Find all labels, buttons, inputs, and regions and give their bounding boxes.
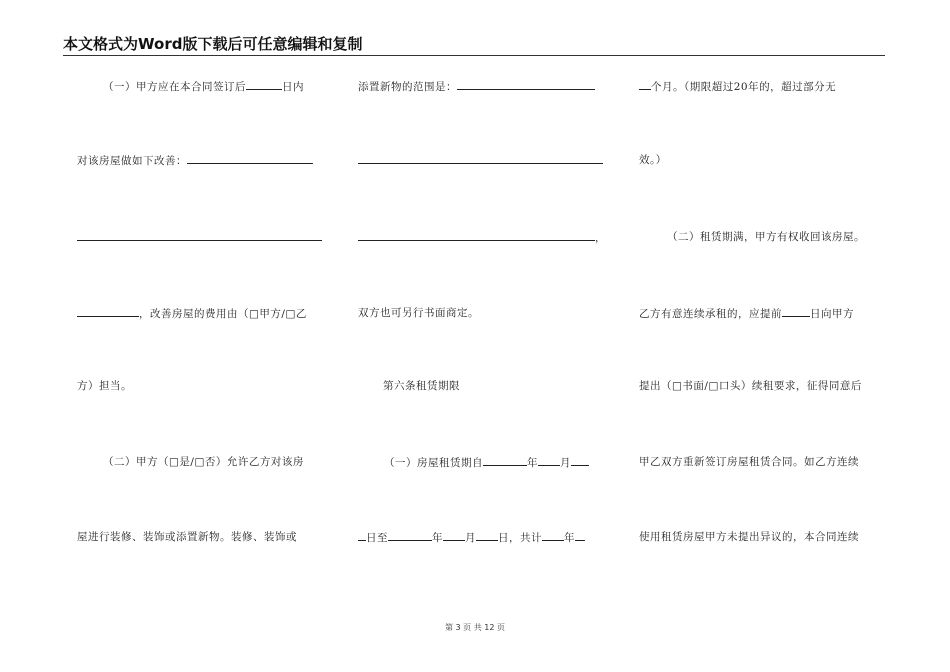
text-line: 甲乙双方重新签订房屋租赁合同。如乙方连续 <box>639 456 859 468</box>
blank-line <box>77 230 322 245</box>
text-line: 添置新物的范围是： <box>358 79 595 94</box>
text-line: （一）房屋租赁期自 年 月 <box>384 455 589 470</box>
text-line: 使用租赁房屋甲方未提出异议的，本合同连续 <box>639 531 859 543</box>
document-header: 本文格式为Word版下载后可任意编辑和复制 <box>63 36 885 56</box>
text-line: 提出（□书面/□口头）续租要求，征得同意后 <box>639 380 862 392</box>
text-line: 双方也可另行书面商定。 <box>358 307 479 319</box>
page-number: 第 3 页 共 12 页 <box>445 623 505 632</box>
text-line: ， <box>358 230 606 245</box>
text-line: （二）甲方（□是/□否）允许乙方对该房 <box>103 456 304 468</box>
text-line: 方）担当。 <box>77 380 132 392</box>
section-heading: 第六条租赁期限 <box>383 380 460 392</box>
text-line: ，改善房屋的费用由（□甲方/□乙 <box>77 306 307 321</box>
text-line: 效。） <box>639 154 667 166</box>
text-line: （二）租赁期满，甲方有权收回该房屋。 <box>667 231 865 243</box>
text-line: （一）甲方应在本合同签订后 日内 <box>103 81 304 93</box>
text-line: 屋进行装修、装饰或添置新物。装修、装饰或 <box>77 531 297 543</box>
text-line: 个月。（期限超过20年的，超过部分无 <box>639 79 836 94</box>
text-line: 对该房屋做如下改善： <box>77 153 313 168</box>
text-line: 乙方有意连续承租的，应提前 日向甲方 <box>639 308 854 320</box>
text-line: 日至 年 月 日，共计 年 <box>358 530 585 545</box>
blank-line <box>358 153 603 168</box>
